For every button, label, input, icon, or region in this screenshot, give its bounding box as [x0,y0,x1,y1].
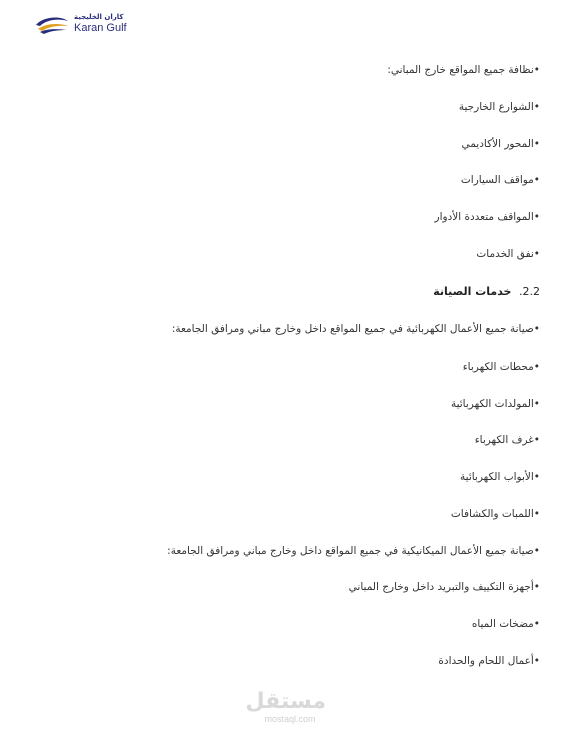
watermark-english: mostaql.com [264,714,316,724]
section-title: خدمات الصيانة [433,285,512,298]
list-item: •اللمبات والكشافات [450,508,540,520]
list-item: •مواقف السيارات [460,174,540,186]
list-item: •صيانة جميع الأعمال الميكانيكية في جميع المواقع داخل وخارج مباني ومرافق الجامعة: [167,545,540,557]
company-logo [34,13,144,37]
list-item: •المواقف متعددة الأدوار [434,211,540,223]
list-item: •أعمال اللحام والحدادة [438,655,540,667]
list-item: •محطات الكهرباء [462,361,540,373]
list-item: •نظافة جميع المواقع خارج المباني: [387,64,540,76]
karan-gulf-logo-icon [34,15,70,35]
list-item: •الأبواب الكهربائية [460,471,540,483]
section-number: 2.2. [519,285,540,298]
list-item: •المولدات الكهربائية [450,398,540,410]
list-item: •صيانة جميع الأعمال الكهربائية في جميع المواقع داخل وخارج مباني ومرافق الجامعة: [171,323,540,335]
list-item: •نفق الخدمات [476,248,540,260]
list-item: •الشوارع الخارجية [458,101,540,113]
list-item: •المحور الأكاديمي [461,138,540,150]
list-item: •أجهزة التكييف والتبريد داخل وخارج المباني [348,581,540,593]
logo-english-text: Karan Gulf [74,22,127,34]
logo-arabic-text: كاران الخليجية [74,13,124,21]
watermark [245,689,326,726]
list-item: •غرف الكهرباء [474,434,540,446]
watermark-arabic: مستقل [245,689,326,714]
section-heading [433,285,540,299]
list-item: •مضخات المياه [471,618,540,630]
